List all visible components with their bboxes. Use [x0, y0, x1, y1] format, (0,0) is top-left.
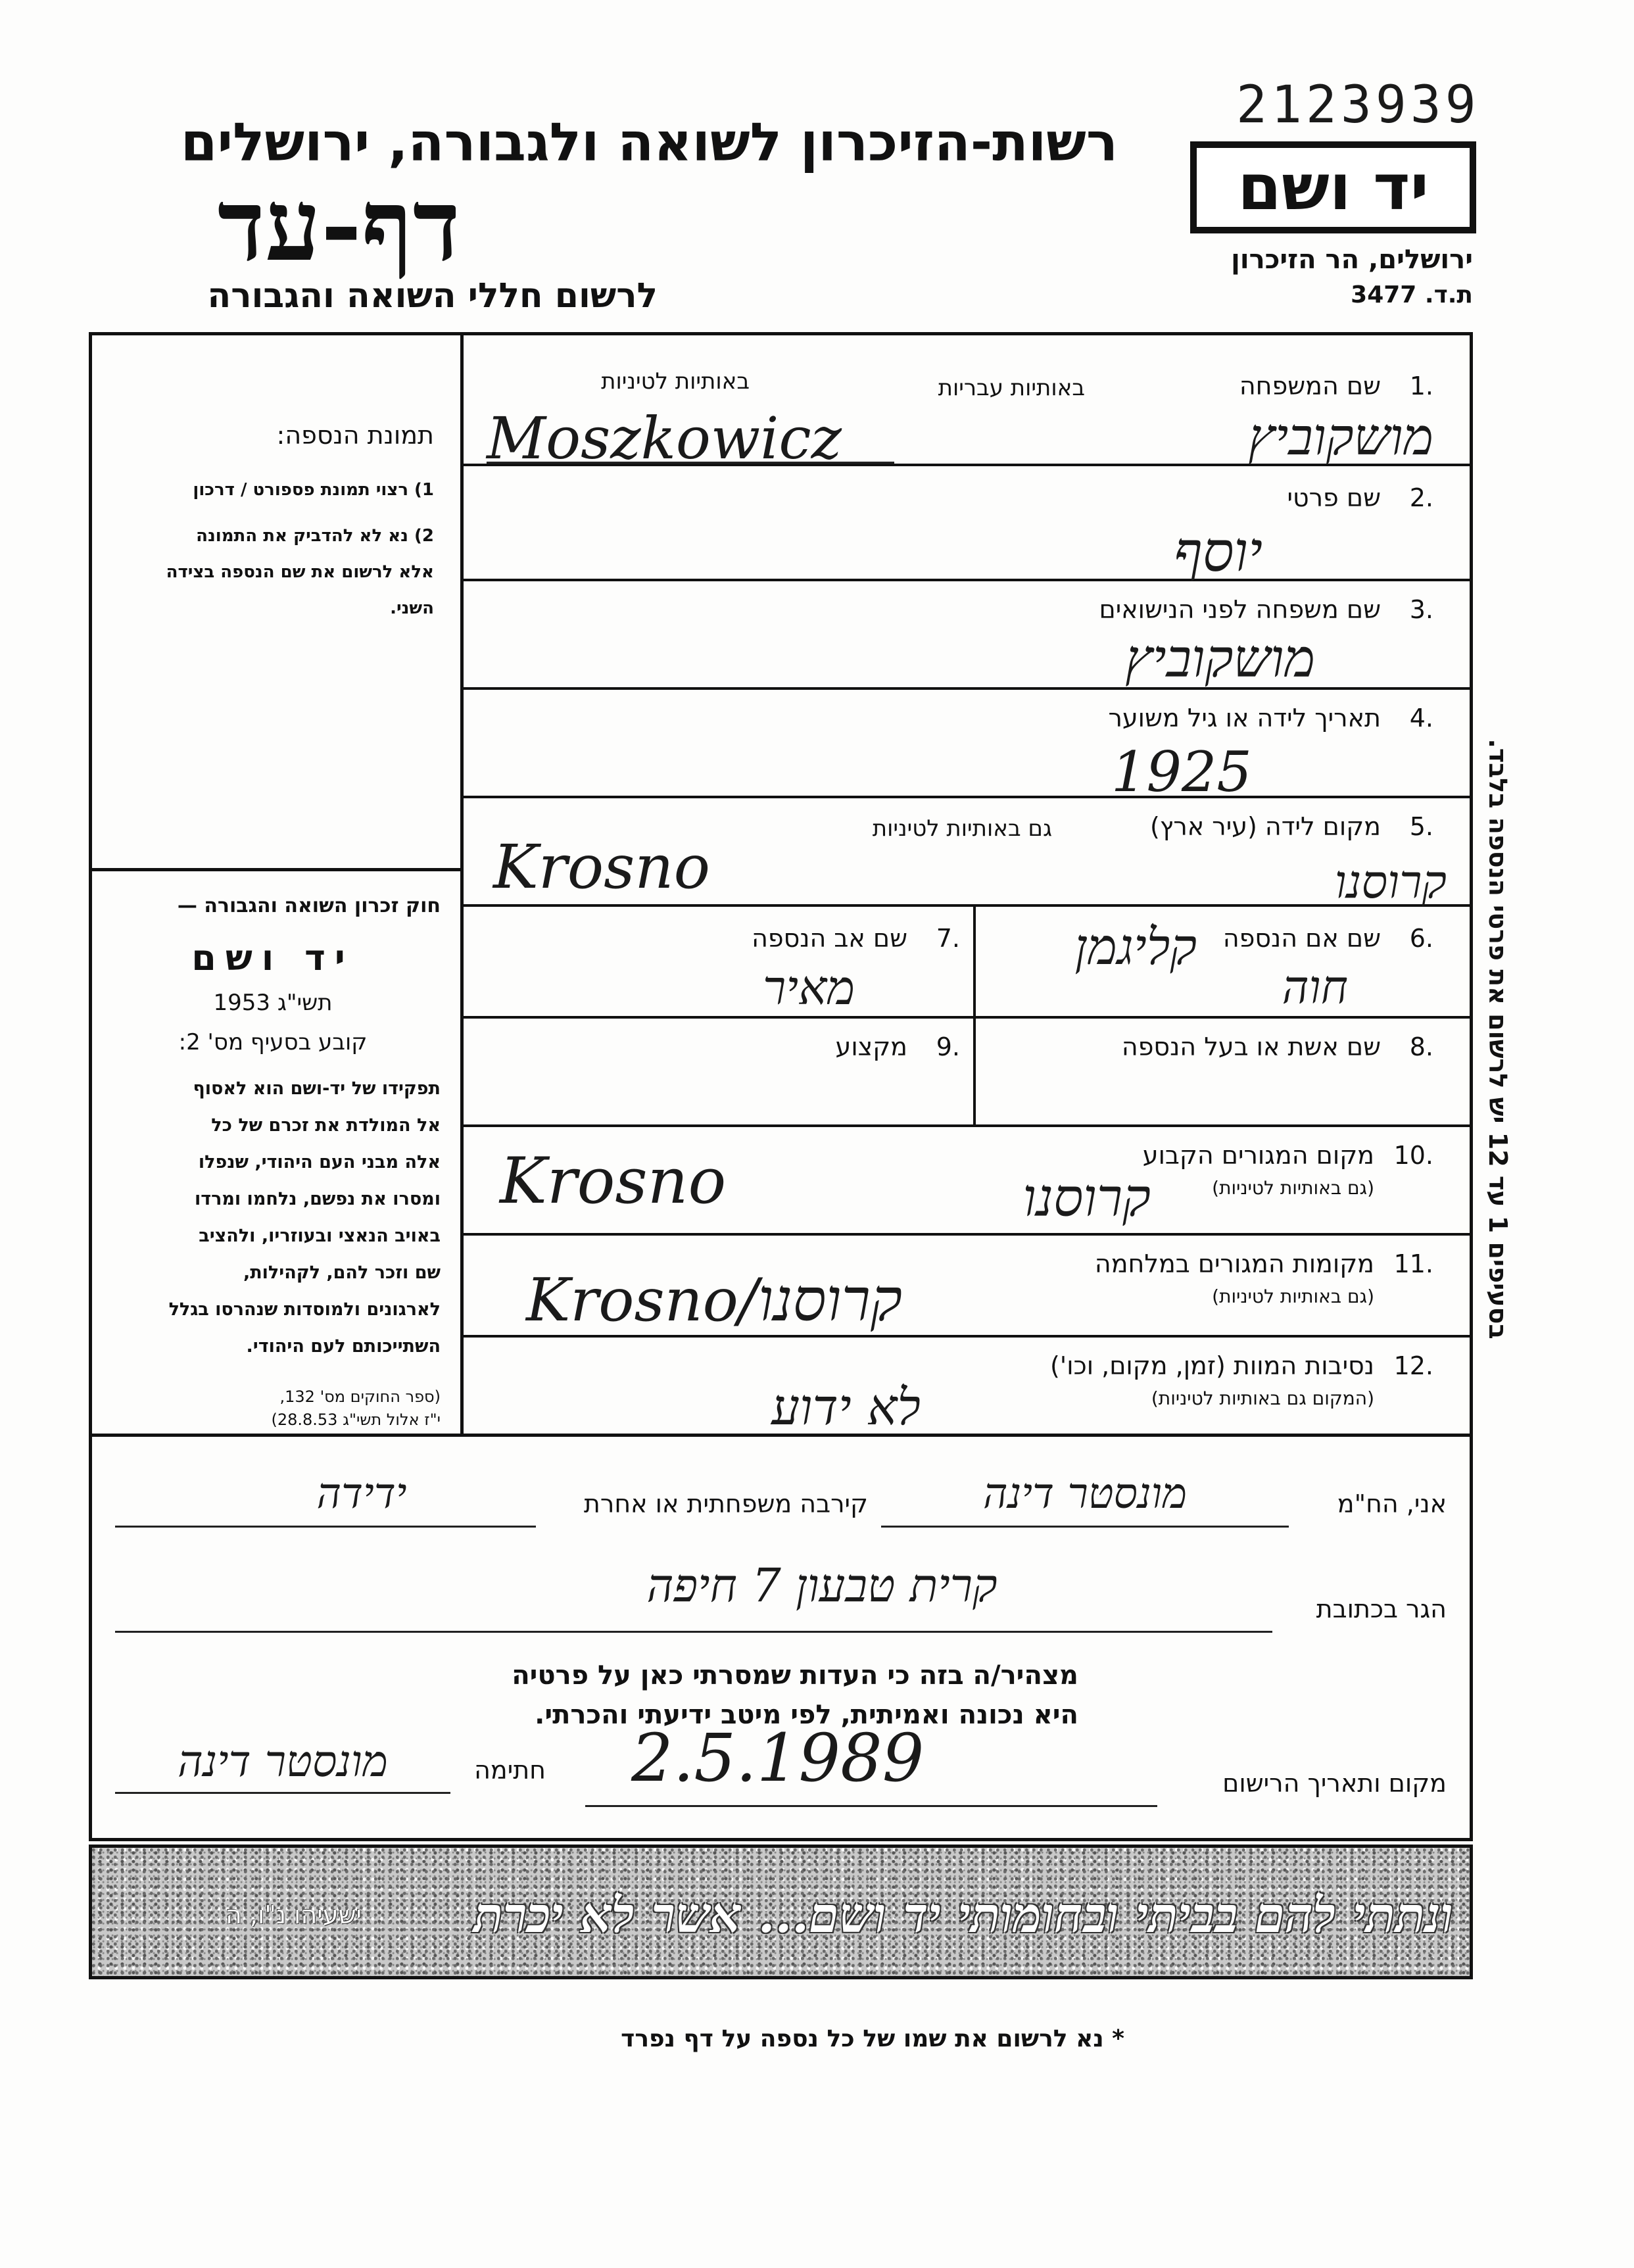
signature-value[interactable]: מונסטר דינה — [178, 1736, 388, 1787]
field-6-label: שם אם הנספה — [1222, 924, 1381, 953]
field-10-sub: (גם באותיות לטיניות) — [1212, 1177, 1374, 1199]
statement-line-1: מצהיר/ה בזה כי העדות שמסרתי כאן על פרטיה — [512, 1660, 1078, 1691]
field-3-number: 3. — [1409, 595, 1433, 624]
field-6-7-divider — [973, 904, 976, 1124]
field-6-number: 6. — [1409, 924, 1433, 953]
photo-note-1: 1) רצוי תמונת פספורט / דרכון — [193, 480, 434, 500]
row-separator-9 — [460, 1335, 1473, 1338]
address-label: הגר בכתובת — [1316, 1595, 1447, 1624]
field-7-label: שם אב הנספה — [752, 924, 907, 953]
field-6-value-surname[interactable]: קליגמן — [1074, 917, 1197, 976]
side-note: בסעיפים 1 עד 12 יש לרשום את פרטי הנספה בלבד. — [1483, 738, 1512, 1339]
field-11-value[interactable]: Krosno/קרוסנו — [526, 1266, 903, 1335]
serial-number: 2123939 — [1236, 76, 1480, 135]
field-1-hebrew-value[interactable]: מושקוביץ — [1248, 408, 1433, 467]
law-line-1: חוק זכרון השואה והגבורה — — [177, 894, 441, 917]
signature-label: חתימה — [474, 1756, 546, 1785]
declarant-label: אני, הח"מ — [1337, 1489, 1447, 1518]
place-date-line — [585, 1805, 1157, 1807]
field-1-latin-col: באותיות לטיניות — [601, 368, 750, 395]
law-year: תשי"ג 1953 — [213, 990, 333, 1016]
declarant-value[interactable]: מונסטר דינה — [982, 1470, 1188, 1518]
row-separator-4 — [460, 796, 1473, 798]
row-separator-2 — [460, 579, 1473, 581]
photo-note-2c: השני. — [390, 598, 434, 618]
form-purpose: לרשום חללי השואה והגבורה — [207, 276, 658, 316]
field-10-hebrew-value[interactable]: קרוסנו — [1022, 1167, 1151, 1228]
relation-line — [115, 1526, 536, 1528]
field-5-hebrew-value[interactable]: קרוסנו — [1334, 855, 1447, 909]
column-divider — [460, 332, 464, 1437]
place-date-value[interactable]: 2.5.1989 — [631, 1720, 925, 1797]
photo-note-2a: 2) נא לא להדביק את התמונה — [196, 526, 434, 546]
field-1-latin-underline — [487, 462, 894, 464]
footnote: * נא לרשום את שמו של כל נספה על דף נפרד — [621, 2025, 1124, 2052]
photo-note-2b: אלא לרשום את שם הנספה בצידה — [166, 562, 434, 582]
field-7-value[interactable]: מאיר — [762, 960, 855, 1015]
yad-vashem-logo — [1190, 141, 1476, 233]
row-separator-8 — [460, 1233, 1473, 1236]
quote-source: ישעיהו נ"ו, ה — [226, 1900, 362, 1929]
field-6-value-firstname[interactable]: חוה — [1282, 960, 1348, 1014]
field-12-label: נסיבות המוות (זמן, מקום, וכו') — [1049, 1351, 1374, 1380]
field-1-latin-value[interactable]: Moszkowicz — [487, 404, 842, 472]
field-5-latin-col: גם באותיות לטיניות — [872, 815, 1052, 842]
declarant-line — [881, 1526, 1289, 1528]
address-line — [115, 1631, 1272, 1633]
field-1-hebrew-col: באותיות עבריות — [938, 375, 1085, 401]
field-10-label: מקום המגורים הקבוע — [1142, 1141, 1374, 1170]
photo-box-title: תמונת הנספה: — [276, 421, 434, 450]
law-text-4: ומסרו את נפשם, נלחמו ומרדו — [194, 1189, 441, 1209]
field-2-number: 2. — [1409, 483, 1433, 512]
law-text-3: אלה מבני העם היהודי, שנפלו — [198, 1152, 441, 1172]
place-date-label: מקום ותאריך הרישום — [1222, 1769, 1447, 1798]
field-1-label: שם המשפחה — [1239, 372, 1381, 400]
law-text-1: תפקידו של יד-ושם הוא לאסוף — [193, 1078, 441, 1099]
field-2-value[interactable]: יוסף — [1174, 519, 1262, 584]
address-value[interactable]: קרית טבעון 7 חיפה — [646, 1558, 997, 1612]
law-title: יד ושם — [191, 937, 354, 978]
field-11-number: 11. — [1393, 1249, 1433, 1278]
field-10-latin-value[interactable]: Krosno — [500, 1144, 727, 1218]
field-10-number: 10. — [1393, 1141, 1433, 1170]
field-4-label: תאריך לידה או גיל משוער — [1108, 704, 1381, 733]
field-9-number: 9. — [936, 1032, 960, 1061]
law-text-2: אל המולדת את זכרם של כל — [211, 1115, 441, 1136]
po-box: ת.ד. 3477 — [1351, 281, 1473, 308]
law-text-5: באויב הנאצי ובעוזריו, ולהציב — [199, 1226, 441, 1246]
field-5-number: 5. — [1409, 812, 1433, 841]
relation-value[interactable]: ידידה — [316, 1470, 407, 1518]
law-text-6: שם וזכר להם, לקהילות, — [243, 1263, 441, 1283]
logo-text: יד ושם — [1238, 151, 1429, 224]
field-12-number: 12. — [1393, 1351, 1433, 1380]
law-citation-a: (ספר החוקים מס' 132, — [279, 1387, 441, 1406]
law-text-8: השתייכותם לעם היהודי. — [246, 1336, 441, 1357]
field-11-label: מקומות המגורים במלחמה — [1094, 1249, 1374, 1278]
field-1-number: 1. — [1409, 372, 1433, 400]
field-2-label: שם פרטי — [1287, 483, 1381, 512]
field-9-label: מקצוע — [835, 1032, 907, 1061]
form-title: דף-עד — [217, 168, 460, 283]
field-4-value[interactable]: 1925 — [1111, 740, 1252, 804]
field-8-number: 8. — [1409, 1032, 1433, 1061]
quote-text: ונתתי להם בביתי ובחומותי יד ושם... אשר לא יכרת — [473, 1887, 1453, 1944]
row-separator-3 — [460, 687, 1473, 690]
field-12-value[interactable]: לא ידוע — [771, 1378, 921, 1436]
field-11-sub: (גם באותיות לטיניות) — [1212, 1286, 1374, 1307]
quote-banner — [89, 1845, 1473, 1979]
field-3-value[interactable]: מושקוביץ — [1124, 628, 1315, 689]
field-4-number: 4. — [1409, 704, 1433, 733]
law-section: קובע בסעיף מס' 2: — [178, 1029, 368, 1055]
law-text-7: לארגונים ולמוסדות שנהרסו בגלל — [168, 1299, 441, 1320]
field-5-latin-value[interactable]: Krosno — [493, 832, 710, 902]
statement-line-2: היא נכונה ואמיתית, לפי מיטב ידיעתי והכרתי. — [535, 1700, 1078, 1730]
field-5-label: מקום לידה (עיר ארץ) — [1150, 812, 1381, 841]
row-separator-6 — [460, 1016, 1473, 1019]
relation-label: קירבה משפחתית או אחרת — [583, 1489, 868, 1518]
address: ירושלים, הר הזיכרון — [1231, 245, 1473, 275]
field-8-label: שם אשת או בעל הנספה — [1121, 1032, 1381, 1061]
photo-box-divider — [89, 868, 462, 871]
institution-name: רשות-הזיכרון לשואה ולגבורה, ירושלים — [180, 112, 1118, 173]
law-citation-b: י"ז אלול תשי"ג 28.8.53) — [271, 1411, 441, 1429]
signature-line — [115, 1792, 450, 1794]
field-7-number: 7. — [936, 924, 960, 953]
field-12-sub: (המקום גם באותיות לטיניות) — [1151, 1387, 1374, 1409]
field-3-label: שם משפחה לפני הנישואים — [1099, 595, 1381, 624]
row-separator-7 — [460, 1124, 1473, 1127]
